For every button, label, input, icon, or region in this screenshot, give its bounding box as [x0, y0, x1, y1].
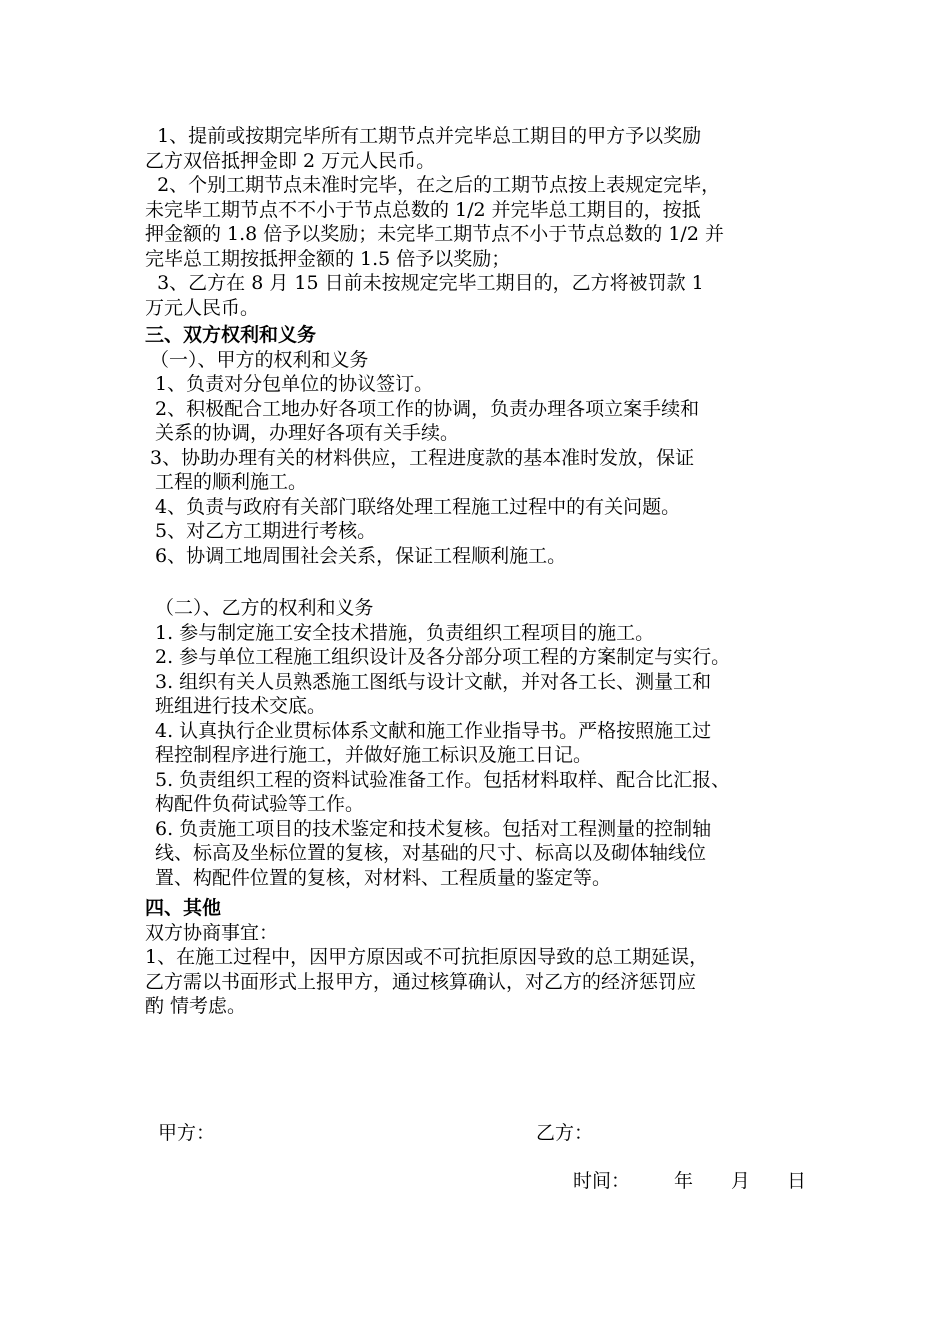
list-item: 1. 参与制定施工安全技术措施，负责组织工程项目的施工。	[155, 621, 655, 644]
list-item: 关系的协调，办理好各项有关手续。	[155, 422, 460, 444]
date-month: 月	[731, 1170, 751, 1192]
list-item: 3. 组织有关人员熟悉施工图纸与设计文献，并对各工长、测量工和	[155, 670, 712, 693]
text-line: 酌 情考虑。	[145, 995, 247, 1017]
rights-section	[145, 323, 825, 568]
date-year: 年	[674, 1170, 694, 1192]
list-item: 构配件负荷试验等工作。	[155, 793, 365, 815]
text-line: 万元人民币。	[145, 296, 260, 319]
list-item: 工程的顺利施工。	[155, 471, 308, 493]
list-item: 4、负责与政府有关部门联络处理工程施工过程中的有关问题。	[155, 495, 681, 518]
list-item: 6、协调工地周围社会关系，保证工程顺利施工。	[155, 544, 567, 567]
party-a-signature-label: 甲方：	[158, 1122, 216, 1144]
section-heading: 四、其他	[145, 897, 222, 919]
list-item: 4. 认真执行企业贯标体系文献和施工作业指导书。严格按照施工过	[155, 719, 712, 742]
list-item: 6. 负责施工项目的技术鉴定和技术复核。包括对工程测量的控制轴	[155, 817, 712, 840]
text-line: 未完毕工期节点不不小于节点总数的 1/2 并完毕总工期目的，按抵	[145, 198, 701, 221]
text-line: 押金额的 1.8 倍予以奖励；未完毕工期节点不小于节点总数的 1/2 并	[145, 223, 724, 245]
section-heading: 三、双方权利和义务	[145, 324, 317, 346]
text-line: 1、提前或按期完毕所有工期节点并完毕总工期目的甲方予以奖励	[145, 125, 702, 147]
text-line: 完毕总工期按抵押金额的 1.5 倍予以奖励；	[145, 247, 511, 270]
list-item: 班组进行技术交底。	[155, 695, 327, 717]
subsection-title: （二）、乙方的权利和义务	[155, 597, 374, 619]
subsection-title: （一）、甲方的权利和义务	[150, 348, 369, 371]
list-item: 5. 负责组织工程的资料试验准备工作。包括材料取样、配合比汇报、	[155, 768, 731, 791]
text-line: 双方协商事宜：	[145, 921, 279, 944]
list-item: 5、对乙方工期进行考核。	[155, 520, 377, 542]
other-section	[145, 896, 825, 1019]
date-label: 时间：	[573, 1170, 631, 1192]
text-line: 1、在施工过程中，因甲方原因或不可抗拒原因导致的总工期延误，	[145, 946, 709, 968]
list-item: 程控制程序进行施工，并做好施工标识及施工日记。	[155, 744, 593, 766]
list-item: 3、协助办理有关的材料供应，工程进度款的基本准时发放，保证	[150, 446, 695, 469]
text-line: 乙方双倍抵押金即 2 万元人民币。	[145, 149, 436, 172]
list-item: 2、积极配合工地办好各项工作的协调，负责办理各项立案手续和	[155, 397, 700, 420]
party-b-section	[145, 596, 825, 890]
list-item: 置、构配件位置的复核，对材料、工程质量的鉴定等。	[155, 866, 612, 889]
list-item: 1、负责对分包单位的协议签订。	[155, 373, 434, 395]
text-line: 2、个别工期节点未准时完毕，在之后的工期节点按上表规定完毕，	[145, 174, 721, 196]
party-b-signature-label: 乙方：	[536, 1122, 594, 1144]
reward-section	[145, 124, 825, 320]
date-day: 日	[787, 1170, 807, 1192]
text-line: 3、乙方在 8 月 15 日前未按规定完毕工期目的，乙方将被罚款 1	[145, 272, 704, 294]
list-item: 2. 参与单位工程施工组织设计及各分部分项工程的方案制定与实行。	[155, 646, 731, 668]
list-item: 线、标高及坐标位置的复核，对基础的尺寸、标高以及砌体轴线位	[155, 842, 707, 864]
text-line: 乙方需以书面形式上报甲方，通过核算确认，对乙方的经济惩罚应	[145, 970, 697, 993]
